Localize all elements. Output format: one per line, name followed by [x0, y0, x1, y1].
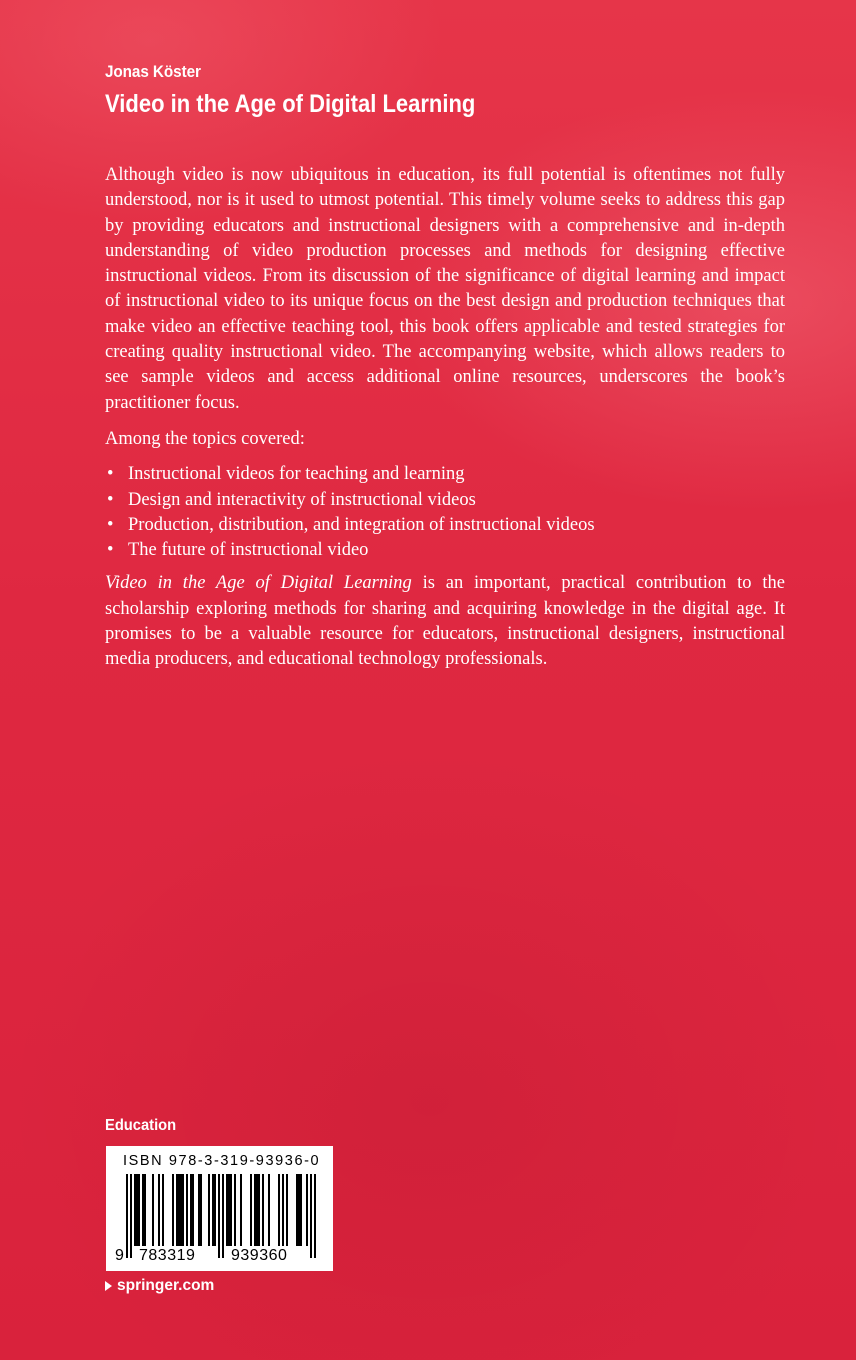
barcode-bar	[186, 1174, 188, 1246]
topic-item	[105, 538, 785, 563]
publisher-link[interactable]	[105, 1277, 214, 1295]
barcode-bar	[296, 1174, 302, 1246]
barcode-bar	[234, 1174, 236, 1246]
topic-text: Production, distribution, and integration of instructional videos	[128, 514, 595, 535]
isbn-label: ISBN 978-3-319-93936-0	[123, 1153, 321, 1169]
barcode-bar	[310, 1174, 312, 1258]
arrow-right-icon	[105, 1281, 112, 1291]
author-name: Jonas Köster	[105, 62, 201, 81]
barcode-left-digits: 783319	[139, 1247, 196, 1264]
barcode-bar	[172, 1174, 174, 1246]
barcode-bar	[282, 1174, 284, 1246]
barcode-bar	[198, 1174, 202, 1246]
barcode-right-digits: 939360	[231, 1247, 288, 1264]
isbn-barcode	[106, 1146, 333, 1271]
barcode-bar	[240, 1174, 242, 1246]
topics-list	[105, 462, 785, 563]
closing-text: is an important, practical contribution to the scholarship exploring methods for sharing and acquiring knowledge in the digital age. It promises to be a valuable resource for educators, instructional designers, instructional media producers, and educational technology professionals.	[105, 573, 785, 670]
barcode-bar	[162, 1174, 164, 1246]
subject-category: Education	[105, 1117, 177, 1134]
barcode-bar	[208, 1174, 210, 1246]
barcode-bar	[250, 1174, 252, 1246]
book-title: Video in the Age of Digital Learning	[105, 90, 476, 118]
barcode-bar	[314, 1174, 316, 1258]
barcode-bar	[142, 1174, 146, 1246]
closing-book-title: Video in the Age of Digital Learning	[105, 573, 412, 594]
topic-item	[105, 462, 785, 487]
topic-item	[105, 488, 785, 513]
blurb-closing-paragraph	[105, 571, 785, 672]
bullet-icon: •	[107, 540, 114, 561]
barcode-bar	[222, 1174, 224, 1258]
barcode-bar	[176, 1174, 184, 1246]
barcode-bar	[226, 1174, 232, 1246]
barcode-lead-digit: 9	[115, 1247, 125, 1264]
bullet-icon: •	[107, 514, 114, 535]
bullet-icon: •	[107, 464, 114, 485]
topic-item	[105, 513, 785, 538]
barcode-bar	[278, 1174, 280, 1246]
barcode-bar	[190, 1174, 194, 1246]
barcode-bar	[262, 1174, 264, 1246]
bullet-icon: •	[107, 489, 114, 510]
barcode-bar	[268, 1174, 270, 1246]
barcode-bar	[134, 1174, 140, 1246]
barcode-bar	[218, 1174, 220, 1258]
barcode-bar	[212, 1174, 216, 1246]
barcode-bar	[126, 1174, 128, 1258]
barcode-bar	[152, 1174, 154, 1246]
topic-text: Design and interactivity of instructional videos	[128, 489, 476, 510]
barcode-bar	[306, 1174, 308, 1246]
barcode-bar	[158, 1174, 160, 1246]
barcode-bar	[286, 1174, 288, 1246]
topics-intro: Among the topics covered:	[105, 428, 305, 449]
blurb-lead-paragraph: Although video is now ubiquitous in education, its full potential is oftentimes not fully understood, nor is it used to utmost potential. This timely volume seeks to address this gap by providing educators and instructional designers with a comprehensive and in-depth understanding of video production processes and methods for designing effective instructional videos. From its discussion of the significance of digital learning and impact of instructional video to its unique focus on the best design and production techniques that make video an effective teaching tool, this book offers applicable and tested strategies for creating quality instructional video. The accompanying website, which allows readers to see sample videos and access additional online resources, underscores the book’s practitioner focus.	[105, 165, 785, 413]
topic-text: The future of instructional video	[128, 540, 369, 561]
blurb	[105, 163, 785, 673]
publisher-link-text[interactable]: springer.com	[117, 1277, 215, 1294]
barcode-bar	[130, 1174, 132, 1258]
topic-text: Instructional videos for teaching and learning	[128, 464, 465, 485]
barcode-bar	[254, 1174, 260, 1246]
